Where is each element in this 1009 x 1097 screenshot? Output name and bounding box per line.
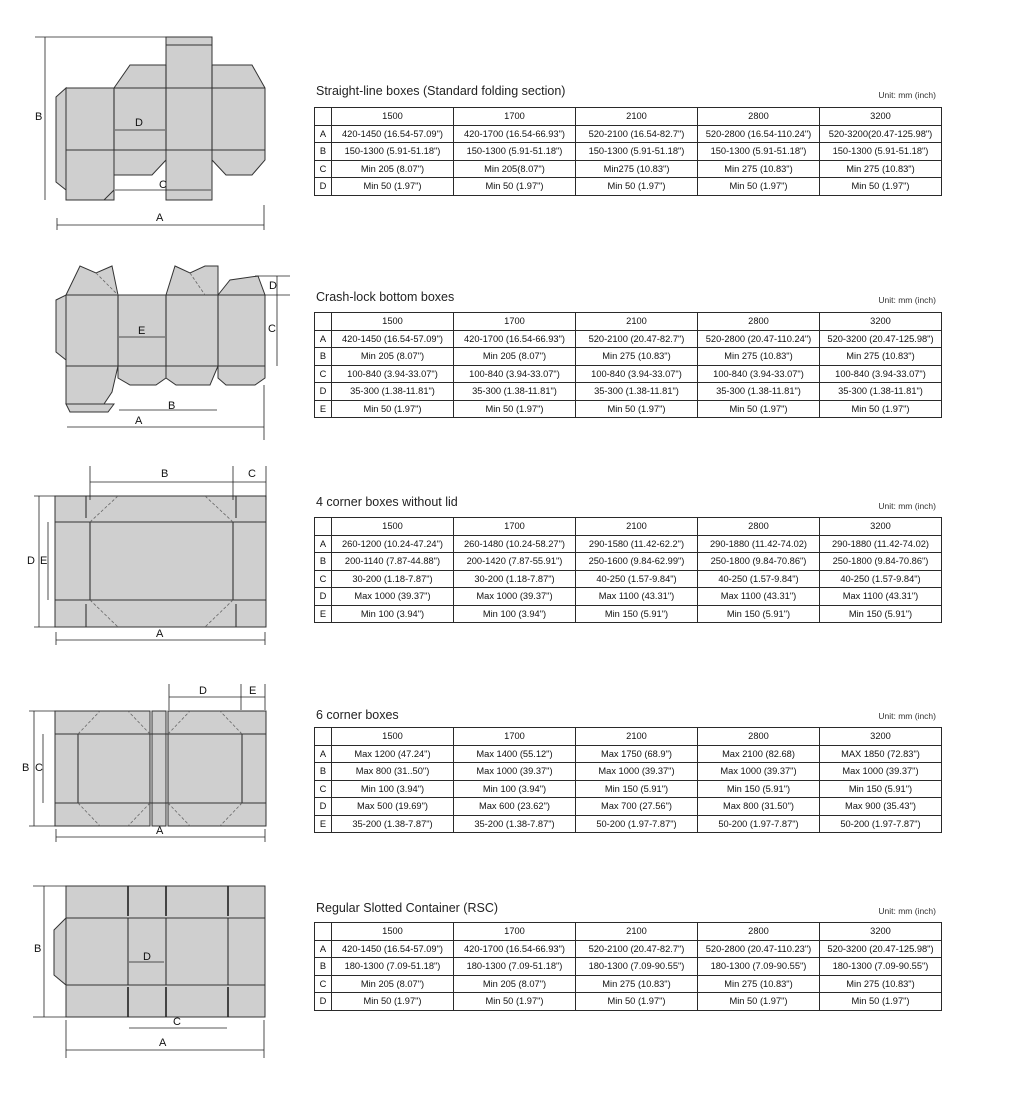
table-cell: MAX 1850 (72.83") (820, 745, 942, 763)
row-key: A (315, 940, 332, 958)
table-cell: Min 100 (3.94") (332, 780, 454, 798)
table-cell: 40-250 (1.57-9.84") (576, 570, 698, 588)
dim-label-d: D (27, 555, 35, 567)
table-cell: Min 100 (3.94") (332, 605, 454, 623)
column-header: 3200 (820, 728, 942, 746)
rsc-dieline (25, 875, 285, 1065)
table-cell: Min 150 (5.91") (698, 605, 820, 623)
table-row (315, 780, 942, 798)
dim-label-c: C (248, 468, 256, 480)
row-key: A (315, 535, 332, 553)
table-cell: Max 1000 (39.37") (332, 588, 454, 606)
section-title: Crash-lock bottom boxes (316, 290, 455, 304)
table-cell: 30-200 (1.18-7.87") (332, 570, 454, 588)
row-key: C (315, 160, 332, 178)
table-cell: 180-1300 (7.09-90.55") (698, 958, 820, 976)
column-header: 1700 (454, 728, 576, 746)
six-corner-box-diagram (22, 678, 285, 853)
table-header-row (315, 728, 942, 746)
table-cell: Min 275 (10.83") (698, 975, 820, 993)
table-cell: Min 50 (1.97") (576, 178, 698, 196)
row-key: E (315, 815, 332, 833)
dim-label-b: B (168, 400, 176, 412)
table-cell: Min 100 (3.94") (454, 780, 576, 798)
table-cell: 420-1450 (16.54-57.09") (332, 940, 454, 958)
column-header: 3200 (820, 108, 942, 126)
table-cell: Max 700 (27.56") (576, 798, 698, 816)
row-key: C (315, 570, 332, 588)
unit-label: Unit: mm (inch) (878, 295, 936, 305)
table-cell: Min 50 (1.97") (332, 993, 454, 1011)
dim-label-b: B (161, 468, 169, 480)
table-cell: Max 1100 (43.31") (820, 588, 942, 606)
straight-line-box-diagram (25, 0, 285, 245)
dim-label-e: E (40, 555, 48, 567)
table-cell: 520-2800 (20.47-110.24") (698, 330, 820, 348)
table-cell: Max 1000 (39.37") (698, 763, 820, 781)
table-row (315, 745, 942, 763)
straight-line-dieline (25, 0, 285, 240)
table-row (315, 143, 942, 161)
table-cell: 520-3200 (20.47-125.98") (820, 330, 942, 348)
table-cell: 290-1880 (11.42-74.02) (820, 535, 942, 553)
table-row (315, 330, 942, 348)
table-cell: 520-2800 (16.54-110.24") (698, 125, 820, 143)
table-corner-cell (315, 728, 332, 746)
table-cell: 100-840 (3.94-33.07") (454, 365, 576, 383)
table-cell: Min 50 (1.97") (332, 178, 454, 196)
column-header: 1700 (454, 313, 576, 331)
section-title: Straight-line boxes (Standard folding section) (316, 84, 566, 98)
table-cell: 50-200 (1.97-7.87") (698, 815, 820, 833)
table-cell: 35-200 (1.38-7.87") (332, 815, 454, 833)
table-cell: Min 150 (5.91") (698, 780, 820, 798)
table-row (315, 605, 942, 623)
table-cell: Min 205(8.07") (454, 160, 576, 178)
table-cell: Max 1200 (47.24") (332, 745, 454, 763)
dim-label-b: B (34, 943, 42, 955)
row-key: D (315, 178, 332, 196)
row-key: B (315, 553, 332, 571)
column-header: 3200 (820, 313, 942, 331)
column-header: 2800 (698, 108, 820, 126)
column-header: 2100 (576, 518, 698, 536)
table-cell: 520-3200 (20.47-125.98") (820, 940, 942, 958)
table-corner-cell (315, 108, 332, 126)
table-cell: Min 50 (1.97") (820, 178, 942, 196)
table-cell: 35-300 (1.38-11.81") (454, 383, 576, 401)
table-cell: 100-840 (3.94-33.07") (576, 365, 698, 383)
column-header: 1700 (454, 518, 576, 536)
column-header: 3200 (820, 923, 942, 941)
dim-label-e: E (249, 685, 257, 697)
table-cell: Min 275 (10.83") (576, 975, 698, 993)
dim-label-e: E (138, 325, 146, 337)
row-key: A (315, 125, 332, 143)
table-cell: Max 1100 (43.31") (576, 588, 698, 606)
table-cell: 150-1300 (5.91-51.18") (698, 143, 820, 161)
table-cell: Max 500 (19.69") (332, 798, 454, 816)
table-cell: 200-1420 (7.87-55.91") (454, 553, 576, 571)
dim-label-a: A (156, 825, 164, 837)
table-cell: Max 800 (31..50") (332, 763, 454, 781)
column-header: 2800 (698, 518, 820, 536)
table-header-row (315, 313, 942, 331)
table-cell: Min 50 (1.97") (454, 178, 576, 196)
table-row (315, 993, 942, 1011)
table-cell: Min 205 (8.07") (332, 348, 454, 366)
spec-table (314, 517, 942, 623)
table-cell: Min 50 (1.97") (820, 400, 942, 418)
table-row (315, 160, 942, 178)
unit-label: Unit: mm (inch) (878, 501, 936, 511)
table-cell: Min 205 (8.07") (332, 975, 454, 993)
table-cell: Min 150 (5.91") (576, 780, 698, 798)
dim-label-d: D (143, 951, 151, 963)
table-row (315, 570, 942, 588)
table-cell: Max 1000 (39.37") (454, 763, 576, 781)
column-header: 1500 (332, 313, 454, 331)
table-cell: Min275 (10.83") (576, 160, 698, 178)
row-key: C (315, 975, 332, 993)
column-header: 2100 (576, 313, 698, 331)
table-row (315, 400, 942, 418)
six-corner-dieline (22, 678, 285, 848)
table-cell: 260-1480 (10.24-58.27") (454, 535, 576, 553)
table-cell: Max 1100 (43.31") (698, 588, 820, 606)
table-cell: 420-1700 (16.54-66.93") (454, 330, 576, 348)
column-header: 2800 (698, 728, 820, 746)
table-row (315, 535, 942, 553)
table-cell: 420-1450 (16.54-57.09") (332, 125, 454, 143)
table-cell: 50-200 (1.97-7.87") (576, 815, 698, 833)
column-header: 1500 (332, 923, 454, 941)
table-header-row (315, 108, 942, 126)
spec-table (314, 312, 942, 418)
table-cell: Max 1750 (68.9") (576, 745, 698, 763)
column-header: 2100 (576, 728, 698, 746)
crash-lock-dieline (25, 255, 295, 445)
rsc-box-diagram (25, 875, 285, 1070)
row-key: C (315, 780, 332, 798)
column-header: 1500 (332, 108, 454, 126)
row-key: D (315, 383, 332, 401)
four-corner-box-diagram (25, 460, 285, 655)
crash-lock-box-diagram (25, 255, 295, 450)
table-cell: 420-1700 (16.54-66.93") (454, 940, 576, 958)
section-title: 4 corner boxes without lid (316, 495, 458, 509)
table-cell: 250-1800 (9.84-70.86") (698, 553, 820, 571)
table-cell: Min 205 (8.07") (454, 348, 576, 366)
table-cell: Min 50 (1.97") (332, 400, 454, 418)
unit-label: Unit: mm (inch) (878, 711, 936, 721)
spec-table (314, 107, 942, 196)
table-cell: Min 50 (1.97") (698, 178, 820, 196)
dim-label-c: C (173, 1016, 181, 1028)
column-header: 2100 (576, 108, 698, 126)
table-cell: 40-250 (1.57-9.84") (820, 570, 942, 588)
table-cell: 420-1450 (16.54-57.09") (332, 330, 454, 348)
column-header: 1700 (454, 923, 576, 941)
table-cell: Min 275 (10.83") (698, 160, 820, 178)
table-cell: Max 2100 (82.68) (698, 745, 820, 763)
table-corner-cell (315, 313, 332, 331)
table-row (315, 940, 942, 958)
table-cell: Min 150 (5.91") (820, 605, 942, 623)
table-cell: 520-3200(20.47-125.98") (820, 125, 942, 143)
table-cell: 180-1300 (7.09-90.55") (820, 958, 942, 976)
dim-label-a: A (135, 415, 143, 427)
table-cell: 35-300 (1.38-11.81") (698, 383, 820, 401)
dim-label-d: D (135, 117, 143, 129)
table-cell: 520-2800 (20.47-110.23") (698, 940, 820, 958)
table-cell: Min 275 (10.83") (576, 348, 698, 366)
row-key: A (315, 330, 332, 348)
dim-label-a: A (159, 1037, 167, 1049)
table-cell: Min 205 (8.07") (332, 160, 454, 178)
dim-label-c: C (35, 762, 43, 774)
table-cell: Min 50 (1.97") (576, 993, 698, 1011)
table-cell: 100-840 (3.94-33.07") (820, 365, 942, 383)
dim-label-b: B (35, 111, 43, 123)
table-cell: Max 1000 (39.37") (576, 763, 698, 781)
table-row (315, 975, 942, 993)
table-cell: 180-1300 (7.09-51.18") (454, 958, 576, 976)
row-key: B (315, 348, 332, 366)
table-corner-cell (315, 518, 332, 536)
table-cell: Min 100 (3.94") (454, 605, 576, 623)
table-row (315, 365, 942, 383)
table-cell: Min 150 (5.91") (820, 780, 942, 798)
table-cell: 150-1300 (5.91-51.18") (454, 143, 576, 161)
row-key: A (315, 745, 332, 763)
table-cell: 150-1300 (5.91-51.18") (576, 143, 698, 161)
row-key: E (315, 605, 332, 623)
dim-label-b: B (22, 762, 30, 774)
column-header: 2100 (576, 923, 698, 941)
unit-label: Unit: mm (inch) (878, 906, 936, 916)
table-cell: Min 275 (10.83") (698, 348, 820, 366)
table-cell: 35-300 (1.38-11.81") (820, 383, 942, 401)
table-cell: Min 275 (10.83") (820, 975, 942, 993)
table-row (315, 553, 942, 571)
table-cell: 520-2100 (20.47-82.7") (576, 330, 698, 348)
table-row (315, 958, 942, 976)
row-key: C (315, 365, 332, 383)
table-cell: 30-200 (1.18-7.87") (454, 570, 576, 588)
table-cell: 290-1880 (11.42-74.02) (698, 535, 820, 553)
row-key: D (315, 588, 332, 606)
column-header: 2800 (698, 923, 820, 941)
four-corner-dieline (25, 460, 285, 650)
section-title: 6 corner boxes (316, 708, 399, 722)
row-key: E (315, 400, 332, 418)
table-cell: Max 1000 (39.37") (454, 588, 576, 606)
table-cell: Max 1000 (39.37") (820, 763, 942, 781)
table-cell: 150-1300 (5.91-51.18") (820, 143, 942, 161)
table-corner-cell (315, 923, 332, 941)
table-cell: 40-250 (1.57-9.84") (698, 570, 820, 588)
table-row (315, 178, 942, 196)
table-row (315, 588, 942, 606)
table-cell: 250-1600 (9.84-62.99") (576, 553, 698, 571)
table-cell: Min 50 (1.97") (454, 400, 576, 418)
table-cell: 150-1300 (5.91-51.18") (332, 143, 454, 161)
table-row (315, 348, 942, 366)
table-row (315, 763, 942, 781)
table-cell: Min 275 (10.83") (820, 160, 942, 178)
dim-label-a: A (156, 212, 164, 224)
table-cell: 520-2100 (20.47-82.7") (576, 940, 698, 958)
row-key: D (315, 798, 332, 816)
table-row (315, 125, 942, 143)
table-cell: 180-1300 (7.09-51.18") (332, 958, 454, 976)
table-row (315, 383, 942, 401)
table-cell: 35-300 (1.38-11.81") (332, 383, 454, 401)
column-header: 3200 (820, 518, 942, 536)
dim-label-c: C (268, 323, 276, 335)
spec-table (314, 922, 942, 1011)
table-row (315, 798, 942, 816)
table-cell: 100-840 (3.94-33.07") (698, 365, 820, 383)
table-cell: Min 205 (8.07") (454, 975, 576, 993)
table-cell: Min 50 (1.97") (698, 400, 820, 418)
dim-label-a: A (156, 628, 164, 640)
table-cell: Min 50 (1.97") (576, 400, 698, 418)
table-cell: Min 50 (1.97") (454, 993, 576, 1011)
table-cell: Min 150 (5.91") (576, 605, 698, 623)
section-title: Regular Slotted Container (RSC) (316, 901, 499, 915)
row-key: B (315, 143, 332, 161)
table-cell: Max 600 (23.62") (454, 798, 576, 816)
table-cell: Max 1400 (55.12") (454, 745, 576, 763)
column-header: 1700 (454, 108, 576, 126)
column-header: 1500 (332, 518, 454, 536)
dim-label-d: D (269, 280, 277, 292)
table-cell: 260-1200 (10.24-47.24") (332, 535, 454, 553)
table-cell: 200-1140 (7.87-44.88") (332, 553, 454, 571)
spec-table (314, 727, 942, 833)
table-cell: 50-200 (1.97-7.87") (820, 815, 942, 833)
table-cell: Min 275 (10.83") (820, 348, 942, 366)
table-cell: 35-300 (1.38-11.81") (576, 383, 698, 401)
dim-label-c: C (159, 179, 167, 191)
row-key: B (315, 958, 332, 976)
table-cell: Max 900 (35.43") (820, 798, 942, 816)
table-cell: Max 800 (31.50") (698, 798, 820, 816)
column-header: 2800 (698, 313, 820, 331)
table-cell: 100-840 (3.94-33.07") (332, 365, 454, 383)
unit-label: Unit: mm (inch) (878, 90, 936, 100)
table-cell: 420-1700 (16.54-66.93") (454, 125, 576, 143)
table-cell: Min 50 (1.97") (820, 993, 942, 1011)
column-header: 1500 (332, 728, 454, 746)
table-cell: 250-1800 (9.84-70.86") (820, 553, 942, 571)
table-cell: 35-200 (1.38-7.87") (454, 815, 576, 833)
table-cell: 180-1300 (7.09-90.55") (576, 958, 698, 976)
dim-label-d: D (199, 685, 207, 697)
table-cell: Min 50 (1.97") (698, 993, 820, 1011)
row-key: B (315, 763, 332, 781)
table-header-row (315, 923, 942, 941)
table-cell: 520-2100 (16.54-82.7") (576, 125, 698, 143)
table-header-row (315, 518, 942, 536)
table-cell: 290-1580 (11.42-62.2") (576, 535, 698, 553)
row-key: D (315, 993, 332, 1011)
table-row (315, 815, 942, 833)
